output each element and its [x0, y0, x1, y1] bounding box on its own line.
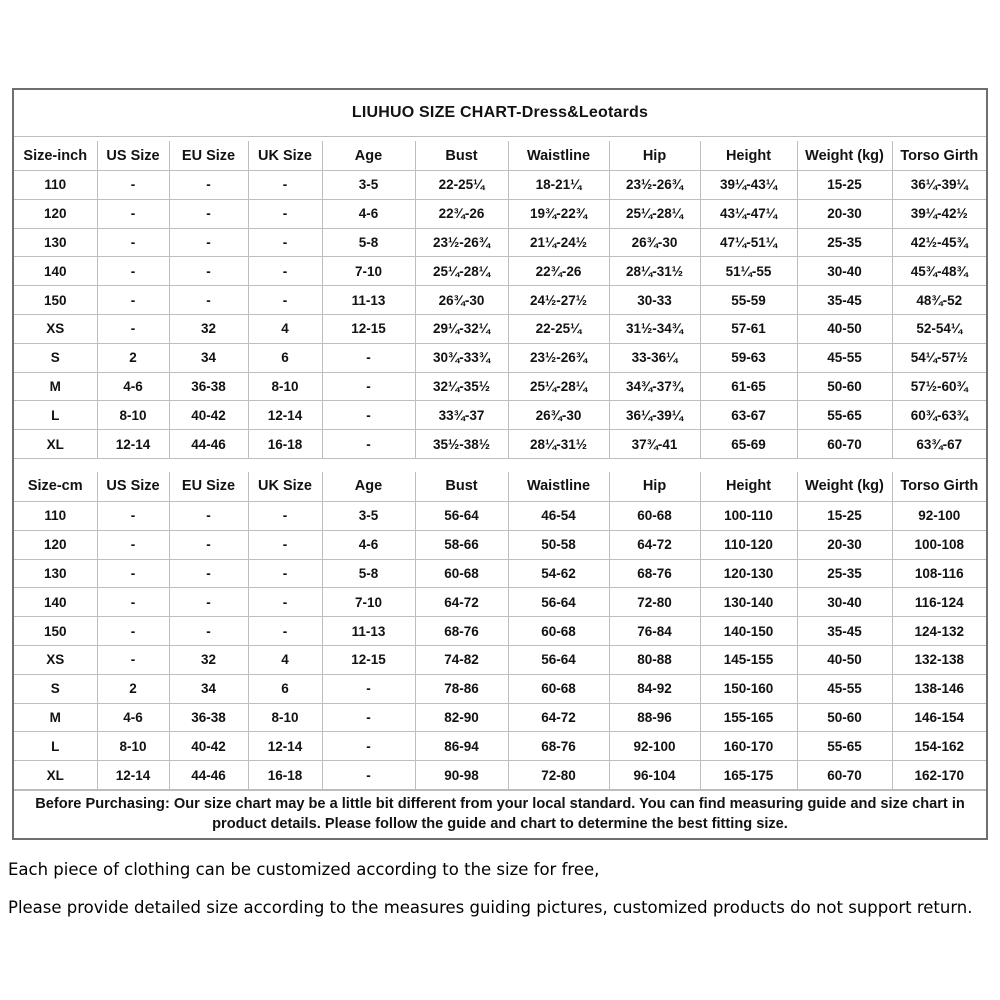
- table-cell: 15-25: [797, 501, 892, 530]
- table-cell: -: [169, 501, 248, 530]
- table-cell: 140-150: [700, 617, 797, 646]
- table-row-cm-M: [14, 703, 986, 732]
- table-cell: 26¾-30: [609, 228, 700, 257]
- table-cell: -: [97, 199, 169, 228]
- table-row-inch-M: [14, 372, 986, 401]
- table-cell: 145-155: [700, 645, 797, 674]
- table-cell: 57½-60¾: [892, 372, 986, 401]
- table-cell: 3-5: [322, 171, 415, 200]
- table-cell: 12-14: [248, 732, 322, 761]
- table-cell: -: [322, 703, 415, 732]
- table-cell: 26¾-30: [508, 401, 609, 430]
- table-cell: 57-61: [700, 314, 797, 343]
- table-cell: 16-18: [248, 761, 322, 790]
- table-cell: -: [248, 257, 322, 286]
- table-cell: 160-170: [700, 732, 797, 761]
- table-cell: -: [97, 588, 169, 617]
- table-cell: 4-6: [97, 703, 169, 732]
- table-cell: 34¾-37¾: [609, 372, 700, 401]
- table-cell: 45-55: [797, 674, 892, 703]
- table-cell: S: [14, 343, 97, 372]
- table-cell: 72-80: [609, 588, 700, 617]
- table-row-inch-110: [14, 171, 986, 200]
- table-cell: 130: [14, 559, 97, 588]
- table-row-cm-XL: [14, 761, 986, 790]
- table-cell: 36-38: [169, 372, 248, 401]
- header-cell-inch-5: Bust: [415, 141, 508, 171]
- table-cell: 60-68: [415, 559, 508, 588]
- table-cell: 25-35: [797, 228, 892, 257]
- table-cell: 140: [14, 257, 97, 286]
- table-cell: 51¼-55: [700, 257, 797, 286]
- table-cell: -: [97, 530, 169, 559]
- table-row-inch-XL: [14, 430, 986, 459]
- table-cell: -: [169, 199, 248, 228]
- table-cell: 65-69: [700, 430, 797, 459]
- table-cell: 23½-26¾: [508, 343, 609, 372]
- table-cell: -: [322, 430, 415, 459]
- table-cell: 25¼-28¼: [508, 372, 609, 401]
- table-cell: 162-170: [892, 761, 986, 790]
- table-cell: 120-130: [700, 559, 797, 588]
- table-cell: 35-45: [797, 617, 892, 646]
- chart-title: LIUHUO SIZE CHART-Dress&Leotards: [14, 90, 986, 137]
- table-cell: -: [248, 588, 322, 617]
- table-cell: XL: [14, 761, 97, 790]
- size-table-cm: [14, 472, 986, 790]
- table-cell: -: [322, 372, 415, 401]
- table-cell: 28¼-31½: [609, 257, 700, 286]
- table-cell: 45-55: [797, 343, 892, 372]
- header-cell-inch-9: Weight (kg): [797, 141, 892, 171]
- table-cell: 63-67: [700, 401, 797, 430]
- table-cell: 72-80: [508, 761, 609, 790]
- table-cell: 92-100: [609, 732, 700, 761]
- header-cell-inch-1: US Size: [97, 141, 169, 171]
- table-cell: 25¼-28¼: [415, 257, 508, 286]
- table-cell: 96-104: [609, 761, 700, 790]
- table-cell: 16-18: [248, 430, 322, 459]
- table-cell: -: [322, 732, 415, 761]
- table-cell: 61-65: [700, 372, 797, 401]
- table-cell: 78-86: [415, 674, 508, 703]
- table-cell: -: [169, 257, 248, 286]
- table-cell: 55-65: [797, 401, 892, 430]
- table-cell: 43¼-47¼: [700, 199, 797, 228]
- table-cell: 60¾-63¾: [892, 401, 986, 430]
- table-cell: 130: [14, 228, 97, 257]
- table-cell: 44-46: [169, 761, 248, 790]
- table-cell: 30-33: [609, 286, 700, 315]
- table-cell: 4: [248, 314, 322, 343]
- table-cell: -: [248, 501, 322, 530]
- table-cell: 8-10: [97, 732, 169, 761]
- table-cell: 25-35: [797, 559, 892, 588]
- table-cell: 36¼-39¼: [609, 401, 700, 430]
- table-row-cm-110: [14, 501, 986, 530]
- table-cell: 6: [248, 343, 322, 372]
- size-chart-panel: [12, 88, 988, 840]
- table-cell: 150-160: [700, 674, 797, 703]
- table-cell: 64-72: [609, 530, 700, 559]
- table-cell: 25¼-28¼: [609, 199, 700, 228]
- table-row-inch-S: [14, 343, 986, 372]
- header-cell-cm-1: US Size: [97, 472, 169, 502]
- table-cell: 30-40: [797, 588, 892, 617]
- header-cell-cm-7: Hip: [609, 472, 700, 502]
- table-row-inch-L: [14, 401, 986, 430]
- table-cell: 32: [169, 314, 248, 343]
- table-cell: 6: [248, 674, 322, 703]
- table-cell: 8-10: [97, 401, 169, 430]
- header-cell-cm-9: Weight (kg): [797, 472, 892, 502]
- header-cell-cm-4: Age: [322, 472, 415, 502]
- table-cell: 8-10: [248, 703, 322, 732]
- table-cell: 36-38: [169, 703, 248, 732]
- table-cell: 12-15: [322, 645, 415, 674]
- table-cell: M: [14, 372, 97, 401]
- header-cell-cm-2: EU Size: [169, 472, 248, 502]
- table-cell: 19¾-22¾: [508, 199, 609, 228]
- table-cell: 86-94: [415, 732, 508, 761]
- table-cell: -: [169, 228, 248, 257]
- table-cell: 60-68: [508, 674, 609, 703]
- table-cell: 33-36¼: [609, 343, 700, 372]
- table-cell: 4: [248, 645, 322, 674]
- header-row: [14, 472, 986, 502]
- customization-note-line2: Please provide detailed size according to the measures guiding pictures, customized products do not support return.: [8, 898, 973, 917]
- table-row-cm-120: [14, 530, 986, 559]
- table-cell: 165-175: [700, 761, 797, 790]
- table-cell: 50-60: [797, 703, 892, 732]
- header-row: [14, 141, 986, 171]
- table-cell: 110: [14, 501, 97, 530]
- table-cell: XS: [14, 645, 97, 674]
- table-spacer: [14, 459, 986, 472]
- header-cell-cm-6: Waistline: [508, 472, 609, 502]
- table-cell: 12-14: [97, 761, 169, 790]
- table-cell: XS: [14, 314, 97, 343]
- table-cell: 33¾-37: [415, 401, 508, 430]
- size-table-inch: [14, 141, 986, 459]
- table-row-inch-140: [14, 257, 986, 286]
- table-cell: 37¾-41: [609, 430, 700, 459]
- header-cell-inch-10: Torso Girth: [892, 141, 986, 171]
- table-cell: 22¾-26: [508, 257, 609, 286]
- table-cell: 40-50: [797, 314, 892, 343]
- header-cell-cm-8: Height: [700, 472, 797, 502]
- table-cell: 58-66: [415, 530, 508, 559]
- table-cell: 74-82: [415, 645, 508, 674]
- table-cell: 140: [14, 588, 97, 617]
- table-cell: -: [169, 286, 248, 315]
- table-cell: 3-5: [322, 501, 415, 530]
- table-cell: -: [248, 559, 322, 588]
- table-cell: 68-76: [415, 617, 508, 646]
- table-cell: 11-13: [322, 617, 415, 646]
- table-cell: 22-25¼: [415, 171, 508, 200]
- table-cell: -: [169, 171, 248, 200]
- table-cell: 63¾-67: [892, 430, 986, 459]
- table-cell: 4-6: [322, 199, 415, 228]
- table-cell: 31½-34¾: [609, 314, 700, 343]
- table-cell: 130-140: [700, 588, 797, 617]
- table-cell: 116-124: [892, 588, 986, 617]
- table-row-inch-150: [14, 286, 986, 315]
- header-cell-cm-10: Torso Girth: [892, 472, 986, 502]
- table-cell: 92-100: [892, 501, 986, 530]
- table-cell: 64-72: [508, 703, 609, 732]
- table-cell: 40-42: [169, 732, 248, 761]
- table-cell: -: [169, 530, 248, 559]
- table-cell: 50-60: [797, 372, 892, 401]
- table-cell: 35½-38½: [415, 430, 508, 459]
- table-cell: 108-116: [892, 559, 986, 588]
- header-cell-cm-5: Bust: [415, 472, 508, 502]
- table-cell: 100-110: [700, 501, 797, 530]
- table-cell: 5-8: [322, 228, 415, 257]
- header-cell-cm-3: UK Size: [248, 472, 322, 502]
- table-cell: -: [248, 530, 322, 559]
- table-cell: 20-30: [797, 199, 892, 228]
- table-cell: 26¾-30: [415, 286, 508, 315]
- table-cell: 155-165: [700, 703, 797, 732]
- table-cell: 2: [97, 343, 169, 372]
- table-cell: -: [169, 617, 248, 646]
- customization-note-line1: Each piece of clothing can be customized according to the size for free,: [8, 860, 600, 879]
- table-cell: 56-64: [508, 645, 609, 674]
- table-cell: 55-59: [700, 286, 797, 315]
- table-cell: -: [322, 761, 415, 790]
- table-row-cm-L: [14, 732, 986, 761]
- table-cell: 40-42: [169, 401, 248, 430]
- table-cell: 32: [169, 645, 248, 674]
- table-row-cm-150: [14, 617, 986, 646]
- table-cell: 2: [97, 674, 169, 703]
- header-cell-inch-3: UK Size: [248, 141, 322, 171]
- table-cell: 59-63: [700, 343, 797, 372]
- table-cell: 21¼-24½: [508, 228, 609, 257]
- table-cell: 39¼-42½: [892, 199, 986, 228]
- table-cell: 154-162: [892, 732, 986, 761]
- table-cell: 88-96: [609, 703, 700, 732]
- table-cell: 23½-26¾: [415, 228, 508, 257]
- table-cell: 60-68: [609, 501, 700, 530]
- table-cell: 20-30: [797, 530, 892, 559]
- header-cell-inch-6: Waistline: [508, 141, 609, 171]
- table-cell: 29¼-32¼: [415, 314, 508, 343]
- table-row-inch-130: [14, 228, 986, 257]
- table-cell: 80-88: [609, 645, 700, 674]
- table-cell: 4-6: [322, 530, 415, 559]
- table-cell: 4-6: [97, 372, 169, 401]
- table-cell: 64-72: [415, 588, 508, 617]
- table-cell: 32¼-35½: [415, 372, 508, 401]
- table-cell: -: [97, 559, 169, 588]
- table-cell: 5-8: [322, 559, 415, 588]
- table-cell: -: [322, 674, 415, 703]
- table-row-cm-XS: [14, 645, 986, 674]
- table-row-cm-140: [14, 588, 986, 617]
- table-cell: -: [97, 286, 169, 315]
- table-cell: 146-154: [892, 703, 986, 732]
- table-cell: 68-76: [609, 559, 700, 588]
- table-cell: 110-120: [700, 530, 797, 559]
- table-cell: 30-40: [797, 257, 892, 286]
- table-cell: 40-50: [797, 645, 892, 674]
- table-cell: 22-25¼: [508, 314, 609, 343]
- table-cell: 110: [14, 171, 97, 200]
- table-cell: 28¼-31½: [508, 430, 609, 459]
- header-cell-inch-8: Height: [700, 141, 797, 171]
- header-cell-inch-4: Age: [322, 141, 415, 171]
- table-cell: 7-10: [322, 257, 415, 286]
- table-cell: 90-98: [415, 761, 508, 790]
- table-cell: 132-138: [892, 645, 986, 674]
- table-cell: S: [14, 674, 97, 703]
- header-cell-inch-2: EU Size: [169, 141, 248, 171]
- table-cell: 12-14: [248, 401, 322, 430]
- table-cell: 35-45: [797, 286, 892, 315]
- table-cell: 150: [14, 617, 97, 646]
- table-cell: M: [14, 703, 97, 732]
- purchase-note: Before Purchasing: Our size chart may be a little bit different from your local standard. You can find measuring guide and size chart in product details. Please follow the guide and chart to determine the best fitting size.: [14, 790, 986, 838]
- table-cell: 120: [14, 199, 97, 228]
- table-row-inch-120: [14, 199, 986, 228]
- header-cell-cm-0: Size-cm: [14, 472, 97, 502]
- table-cell: L: [14, 732, 97, 761]
- table-cell: 48¾-52: [892, 286, 986, 315]
- table-cell: 8-10: [248, 372, 322, 401]
- table-cell: 56-64: [415, 501, 508, 530]
- table-cell: 7-10: [322, 588, 415, 617]
- table-cell: 23½-26¾: [609, 171, 700, 200]
- table-row-cm-130: [14, 559, 986, 588]
- table-cell: 50-58: [508, 530, 609, 559]
- table-cell: 34: [169, 343, 248, 372]
- table-cell: XL: [14, 430, 97, 459]
- table-cell: -: [322, 401, 415, 430]
- table-cell: -: [248, 228, 322, 257]
- table-cell: 150: [14, 286, 97, 315]
- table-cell: 45¾-48¾: [892, 257, 986, 286]
- table-cell: -: [248, 286, 322, 315]
- table-cell: 138-146: [892, 674, 986, 703]
- table-cell: -: [248, 617, 322, 646]
- table-cell: 56-64: [508, 588, 609, 617]
- table-cell: -: [248, 199, 322, 228]
- table-cell: 100-108: [892, 530, 986, 559]
- table-cell: 60-68: [508, 617, 609, 646]
- table-cell: 12-14: [97, 430, 169, 459]
- table-cell: -: [97, 314, 169, 343]
- header-cell-inch-7: Hip: [609, 141, 700, 171]
- table-cell: 54-62: [508, 559, 609, 588]
- table-row-cm-S: [14, 674, 986, 703]
- table-cell: -: [97, 617, 169, 646]
- table-cell: -: [322, 343, 415, 372]
- table-cell: 124-132: [892, 617, 986, 646]
- table-cell: 60-70: [797, 761, 892, 790]
- table-cell: 60-70: [797, 430, 892, 459]
- table-cell: 82-90: [415, 703, 508, 732]
- table-cell: -: [97, 645, 169, 674]
- table-cell: 76-84: [609, 617, 700, 646]
- table-cell: -: [97, 501, 169, 530]
- table-cell: 44-46: [169, 430, 248, 459]
- table-cell: 12-15: [322, 314, 415, 343]
- header-cell-inch-0: Size-inch: [14, 141, 97, 171]
- table-row-inch-XS: [14, 314, 986, 343]
- table-cell: -: [248, 171, 322, 200]
- table-cell: 18-21¼: [508, 171, 609, 200]
- table-cell: 46-54: [508, 501, 609, 530]
- table-cell: 36¼-39¼: [892, 171, 986, 200]
- table-cell: 47¼-51¼: [700, 228, 797, 257]
- table-cell: 30¾-33¾: [415, 343, 508, 372]
- table-cell: 39¼-43¼: [700, 171, 797, 200]
- table-cell: 68-76: [508, 732, 609, 761]
- table-cell: 42½-45¾: [892, 228, 986, 257]
- table-cell: -: [97, 257, 169, 286]
- table-cell: 120: [14, 530, 97, 559]
- table-cell: 11-13: [322, 286, 415, 315]
- table-cell: 52-54¼: [892, 314, 986, 343]
- table-cell: -: [97, 171, 169, 200]
- table-cell: 54¼-57½: [892, 343, 986, 372]
- table-cell: 55-65: [797, 732, 892, 761]
- table-cell: -: [169, 588, 248, 617]
- table-cell: -: [97, 228, 169, 257]
- table-cell: 84-92: [609, 674, 700, 703]
- table-cell: 15-25: [797, 171, 892, 200]
- table-cell: 24½-27½: [508, 286, 609, 315]
- table-cell: L: [14, 401, 97, 430]
- table-cell: -: [169, 559, 248, 588]
- table-cell: 34: [169, 674, 248, 703]
- table-cell: 22¾-26: [415, 199, 508, 228]
